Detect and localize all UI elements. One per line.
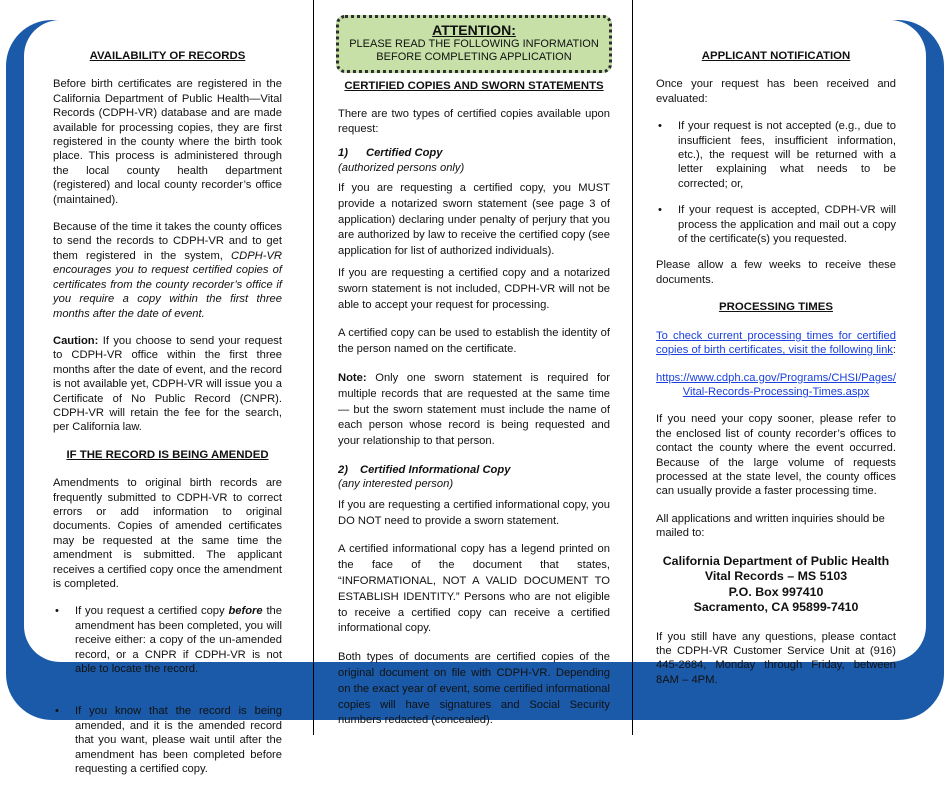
heading-applicant-notification: APPLICANT NOTIFICATION xyxy=(701,50,851,62)
list-item: • If your request is not accepted (e.g., due to insufficient fees, insufficient information, etc.), the request will be returned with a letter explaining what needs to be corrected; or, xyxy=(658,120,896,190)
address-line: P.O. Box 997410 xyxy=(728,584,824,599)
processing-url xyxy=(656,371,896,400)
column-right xyxy=(656,49,896,700)
section-informational-copy-subtitle: (any interested person) xyxy=(338,478,454,491)
processing-url-link-line-2[interactable]: Vital-Records-Processing-Times.aspx xyxy=(682,385,870,398)
allow-weeks-paragraph: Please allow a few weeks to receive these documents. xyxy=(656,259,896,286)
processing-times-link[interactable]: To check current processing times for certified copies of birth certificates, visit the following link xyxy=(656,329,896,357)
bullet-icon: • xyxy=(55,705,59,718)
section-informational-copy-title: 2) Certified Informational Copy xyxy=(338,463,511,476)
timing-paragraph: Because of the time it takes the county offices to send the records to CDPH-VR and to get them registered in the system, CDPH-VR encourages you to request certified copies of certificates from the county recorder’s office if you require a copy within the first three months after the date of event. xyxy=(53,221,282,320)
section-certified-copy-subtitle: (authorized persons only) xyxy=(338,161,465,174)
address-line: Sacramento, CA 95899-7410 xyxy=(693,600,859,615)
both-types-paragraph: Both types of documents are certified copies of the original document on file with CDPH-VR. Depending on the exact year of event, some certified informational copies will have signatures and Social Security numbers redacted (concealed). xyxy=(338,651,610,727)
attention-box xyxy=(336,15,612,73)
amendments-paragraph: Amendments to original birth records are frequently submitted to CDPH-VR to correct errors or add information to original documents. Copies of amended certificates may be requested at the same time the amendment is submitted. The applicant receives a certified copy once the amendment is completed. xyxy=(53,477,282,590)
column-left xyxy=(53,49,282,788)
heading-certified-copies: CERTIFIED COPIES AND SWORN STATEMENTS xyxy=(344,80,604,92)
attention-title: ATTENTION: xyxy=(432,22,516,38)
column-center xyxy=(338,79,610,742)
mailing-address xyxy=(656,554,896,616)
processing-url-link-line-1[interactable]: https://www.cdph.ca.gov/Programs/CHSI/Pages/ xyxy=(656,371,897,384)
sooner-paragraph: If you need your copy sooner, please refer to the enclosed list of county recorder’s offices to contact the county where the event occurred. Because of the large volume of requests processed at the state level, the county offices can usually provide a faster processing time. xyxy=(656,413,896,498)
attention-line-1: PLEASE READ THE FOLLOWING INFORMATION xyxy=(349,38,599,50)
no-sworn-paragraph: If you are requesting a certified informational copy, you DO NOT need to provide a sworn statement. xyxy=(338,498,610,527)
fold-line-left xyxy=(313,0,314,735)
list-item: • If you know that the record is being amended, and it is the amended record that you want, please wait until after the amendment has been completed before requesting a certified copy. xyxy=(55,705,282,776)
caution-paragraph: Caution: If you choose to send your request to CDPH-VR office within the first three months after the date of event, and the record is not available yet, CDPH-VR will issue you a Certificate of No Public Record (CNPR). CDPH-VR will retain the fee for the search, per California law. xyxy=(53,334,282,434)
section-certified-copy-title: 1) Certified Copy xyxy=(338,147,443,160)
sworn-required-paragraph: If you are requesting a certified copy, you MUST provide a notarized sworn statement (see page 3 of application) declaring under penalty of perjury that you are authorized by law to receive the certified copy (see application for list of authorized individuals). xyxy=(338,182,610,258)
mail-to-paragraph: All applications and written inquiries should be mailed to: xyxy=(656,512,885,540)
heading-processing-times: PROCESSING TIMES xyxy=(719,301,833,314)
address-line: California Department of Public Health xyxy=(662,553,890,568)
heading-availability: AVAILABILITY OF RECORDS xyxy=(89,50,246,62)
heading-amended: IF THE RECORD IS BEING AMENDED xyxy=(66,448,269,461)
fold-line-right xyxy=(632,0,633,735)
bullet-icon: • xyxy=(658,120,662,133)
contact-paragraph: If you still have any questions, please contact the CDPH-VR Customer Service Unit at (916) 445-2684, Monday through Friday, between 8AM – 4PM. xyxy=(656,630,896,686)
list-item: • If your request is accepted, CDPH-VR will process the application and mail out a copy of the certificate(s) you requested. xyxy=(658,204,896,246)
attention-line-2: BEFORE COMPLETING APPLICATION xyxy=(376,51,572,63)
sworn-missing-paragraph: If you are requesting a certified copy and a notarized sworn statement is not included, CDPH-VR will not be able to accept your request for processing. xyxy=(338,267,610,311)
bullet-icon: • xyxy=(658,204,662,217)
address-line: Vital Records – MS 5103 xyxy=(704,569,848,584)
legend-paragraph: A certified informational copy has a legend printed on the face of the document that states, “INFORMATIONAL, NOT A VALID DOCUMENT TO ESTABLISH IDENTITY.” Persons who are not eligible to receive a certified copy can receive a certified informational copy. xyxy=(338,543,610,635)
note-paragraph: Note: Only one sworn statement is required for multiple records that are requested at the same time — but the sworn statement must include the name of each person whose record is being requested and your relationship to that person. xyxy=(338,372,610,448)
identity-paragraph: A certified copy can be used to establish the identity of the person named on the certificate. xyxy=(338,327,610,356)
intro-paragraph: There are two types of certified copies available upon request: xyxy=(338,108,610,135)
evaluated-paragraph: Once your request has been received and evaluated: xyxy=(656,78,896,105)
processing-link-paragraph: To check current processing times for certified copies of birth certificates, visit the following link: xyxy=(656,329,897,357)
bullet-icon: • xyxy=(55,605,59,618)
list-item: • If you request a certified copy before the amendment has been completed, you will receive either: a copy of the un-amended record, or a CNPR if CDPH-VR is not able to locate the record. xyxy=(55,605,282,676)
availability-paragraph: Before birth certificates are registered in the California Department of Public Health—Vital Records (CDPH-VR) database and are made available for processing copies, they are first registered in the county where the birth took place. This process is administered through the local county health department (registered) and local county recorder’s office (maintained). xyxy=(53,78,282,206)
